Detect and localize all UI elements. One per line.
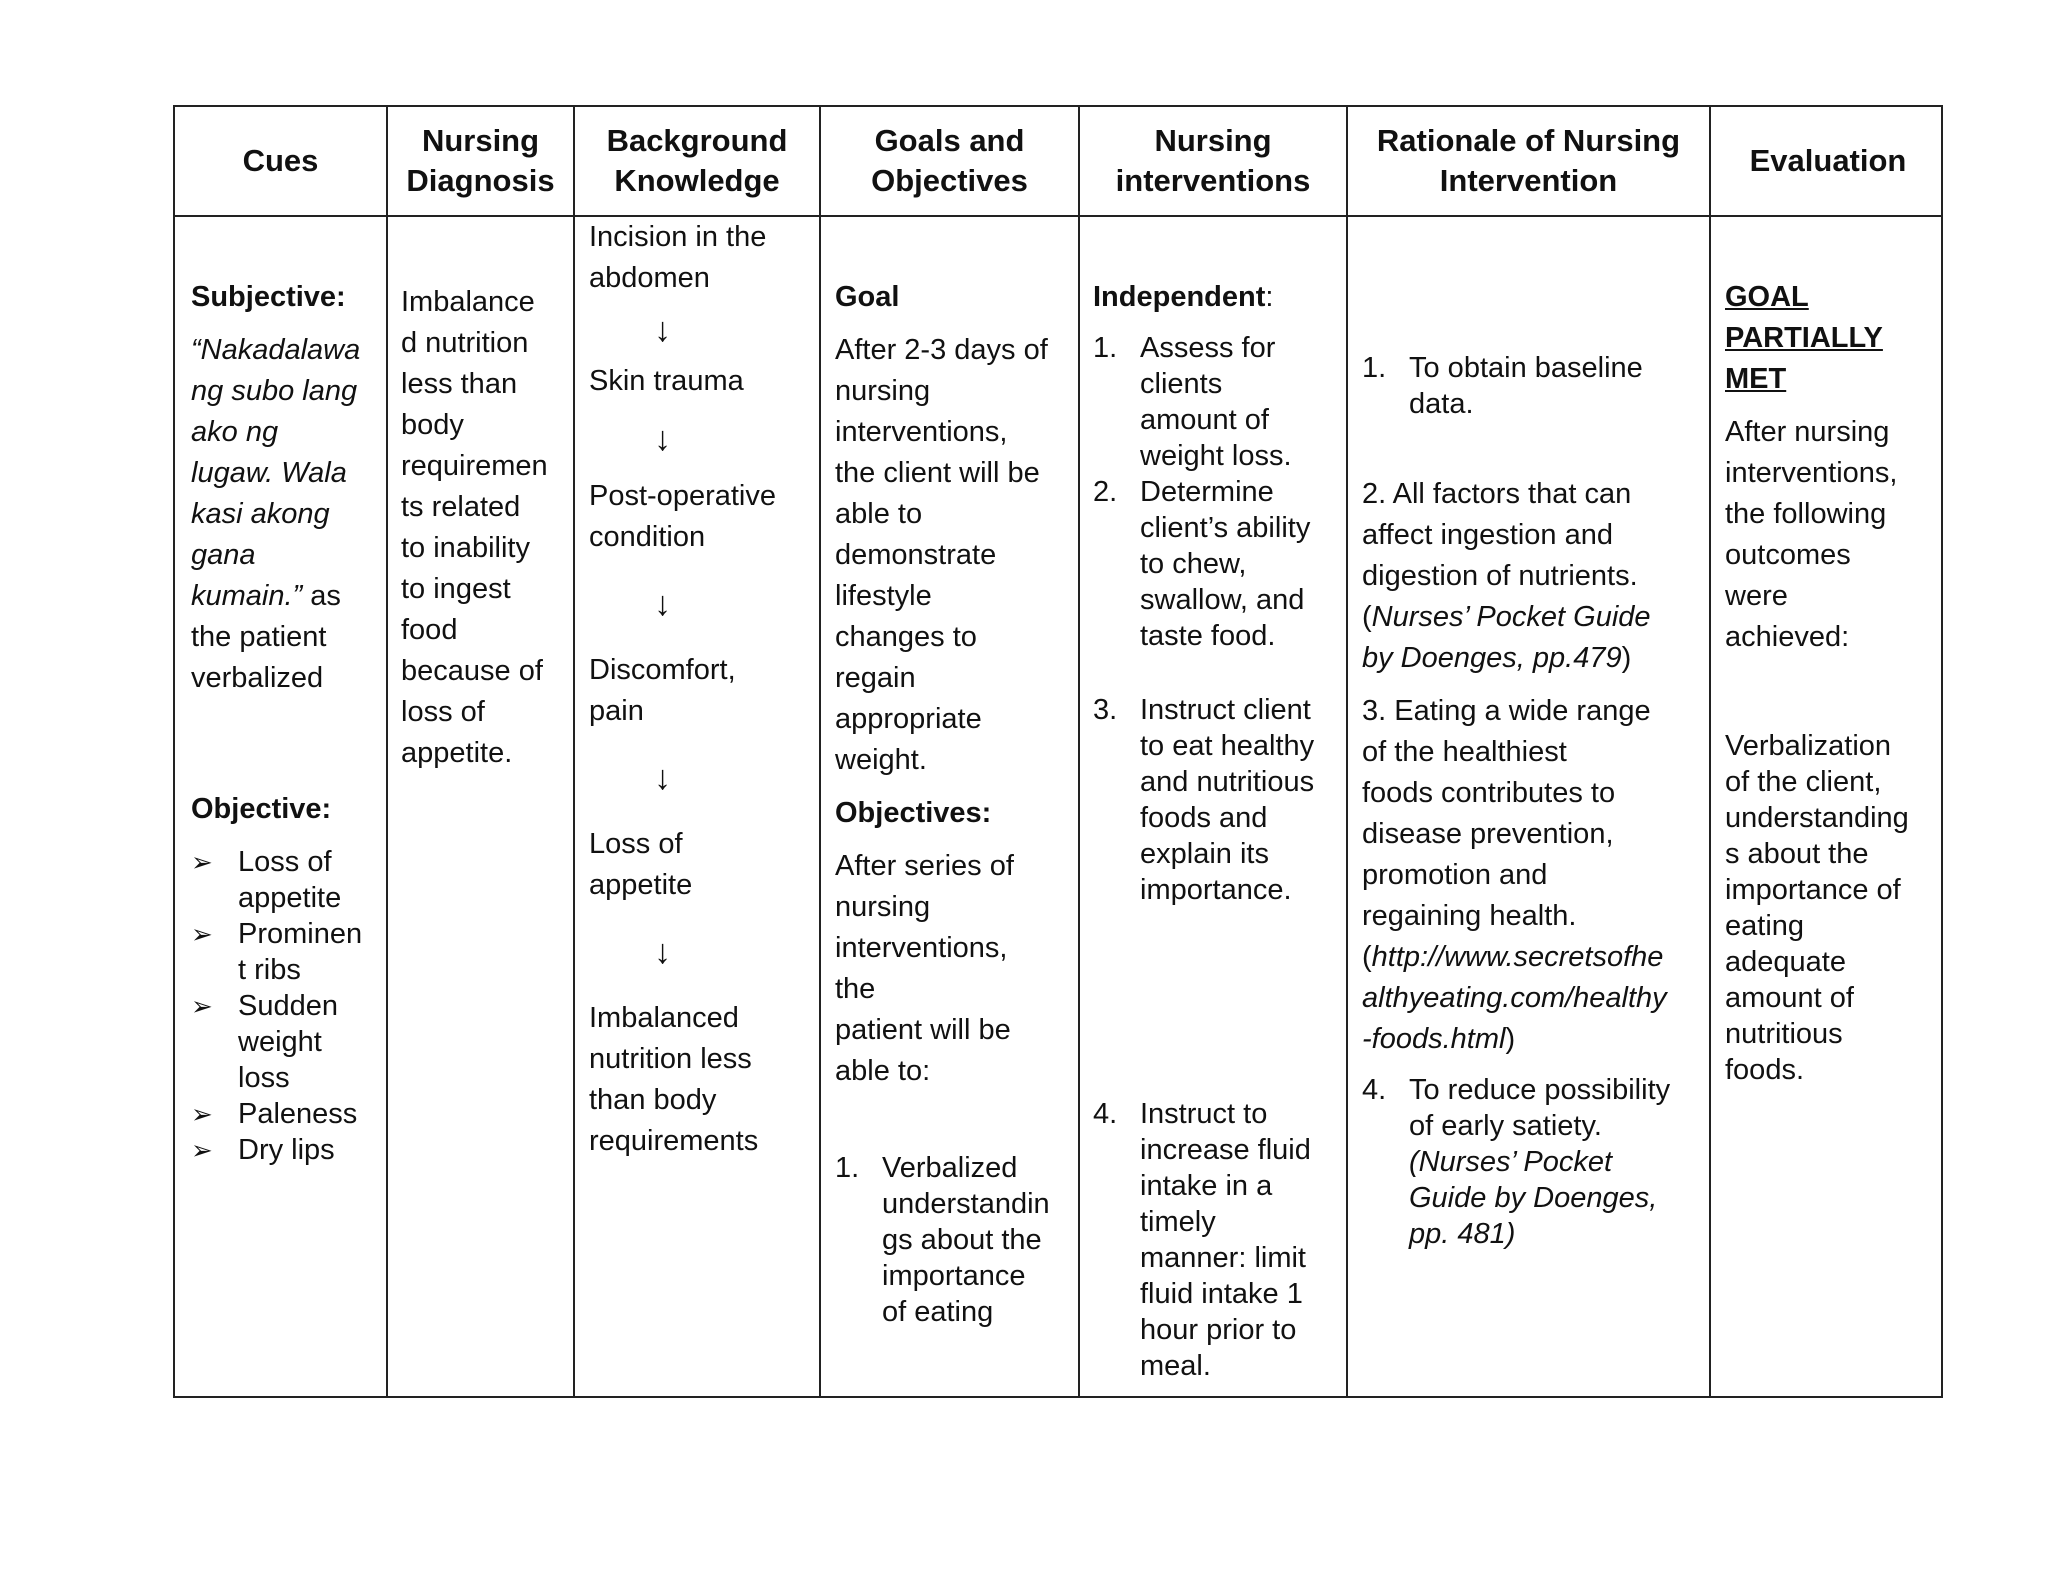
pathway-step: Post-operative condition: [589, 480, 776, 553]
evaluation-intro: After nursing interventions, the following outcomes were achieved:: [1725, 416, 1898, 653]
rationale-cell: [1362, 350, 1707, 1252]
rationale-3: 3. Eating a wide range of the healthiest foods contributes to disease prevention, promotion and regaining health. (http://www.secretsofhe althyeating.com/healthy -foods.html): [1362, 695, 1667, 1055]
pathway-step: Imbalanced nutrition less than body requirements: [589, 1002, 759, 1157]
objectives-text: After series of nursing interventions, the patient will be able to:: [835, 850, 1014, 1087]
list-item: 1. Assess for clients amount of weight loss.: [1093, 332, 1292, 472]
diagnosis-cell: Imbalance d nutrition less than body requiremen ts related to inability to ingest food because of loss of appetite.: [401, 286, 548, 769]
list-item: ➢ Prominen t ribs: [191, 918, 363, 986]
list-item: 3. Instruct client to eat healthy and nutritious foods and explain its importance.: [1093, 694, 1315, 906]
evaluation-outcome: Verbalization of the client, understanding s about the importance of eating adequate amount of nutritious foods.: [1725, 730, 1909, 1086]
objectives-label: Objectives:: [835, 797, 992, 829]
goal-label: Goal: [835, 281, 900, 313]
list-item: ➢ Dry lips: [191, 1134, 335, 1166]
subjective-label: Subjective:: [191, 281, 346, 313]
header-divider: [175, 215, 1941, 217]
header-cues: Cues: [242, 143, 319, 178]
rationale-2: 2. All factors that can affect ingestion and digestion of nutrients. (Nurses’ Pocket Guide by Doenges, pp.479): [1362, 478, 1651, 674]
column-divider: [1709, 107, 1711, 1396]
background-cell: [589, 217, 817, 1162]
column-divider: [1078, 107, 1080, 1396]
arrow-down-icon: ↓: [654, 420, 671, 458]
header-nursing-interventions: Nursing interventions: [1115, 123, 1311, 198]
objective-list: [191, 844, 381, 1168]
arrow-down-icon: ↓: [654, 933, 671, 971]
column-divider: [386, 107, 388, 1396]
header-nursing-diagnosis: Nursing Diagnosis: [406, 123, 555, 198]
arrow-down-icon: ↓: [654, 585, 671, 623]
pathway-step: Skin trauma: [589, 365, 744, 397]
independent-label: Independent:: [1093, 281, 1274, 313]
list-item: ➢ Paleness: [191, 1098, 358, 1130]
arrow-down-icon: ↓: [654, 311, 671, 349]
list-item: 1. To obtain baseline data.: [1362, 352, 1643, 420]
cues-cell: [191, 277, 381, 1168]
list-item: 4. Instruct to increase fluid intake in a timely manner: limit fluid intake 1 hour prior to meal.: [1093, 1098, 1311, 1382]
header-goals-objectives: Goals and Objectives: [871, 123, 1028, 198]
header-rationale: Rationale of Nursing Intervention: [1376, 123, 1681, 198]
header-evaluation: Evaluation: [1749, 143, 1907, 178]
goal-status: GOAL PARTIALLY MET: [1725, 281, 1883, 395]
list-item: 1. Verbalized understandin gs about the importance of eating: [835, 1152, 1050, 1328]
pathway-step: Incision in the abdomen: [589, 221, 767, 294]
goals-cell: [835, 277, 1075, 1330]
nursing-care-plan-table: [173, 105, 1943, 1398]
pathway-step: Discomfort, pain: [589, 654, 736, 727]
column-divider: [819, 107, 821, 1396]
header-background-knowledge: Background Knowledge: [606, 123, 788, 198]
interventions-cell: [1093, 277, 1343, 1384]
list-item: 2. Determine client’s ability to chew, swallow, and taste food.: [1093, 476, 1311, 652]
list-item: ➢ Loss of appetite: [191, 846, 342, 914]
patient-quote: “Nakadalawa ng subo lang ako ng lugaw. Wala kasi akong gana kumain.” as the patient verbalized: [191, 334, 361, 694]
list-item: 4. To reduce possibility of early satiety. (Nurses’ Pocket Guide by Doenges, pp. 481): [1362, 1074, 1671, 1250]
pathway-step: Loss of appetite: [589, 828, 693, 901]
list-item: ➢ Sudden weight loss: [191, 990, 338, 1094]
goal-text: After 2-3 days of nursing interventions, the client will be able to demonstrate lifestyle changes to regain appropriate weight.: [835, 334, 1048, 776]
column-divider: [573, 107, 575, 1396]
arrow-down-icon: ↓: [654, 759, 671, 797]
column-divider: [1346, 107, 1348, 1396]
objective-label: Objective:: [191, 793, 332, 825]
evaluation-cell: [1725, 277, 1941, 1088]
